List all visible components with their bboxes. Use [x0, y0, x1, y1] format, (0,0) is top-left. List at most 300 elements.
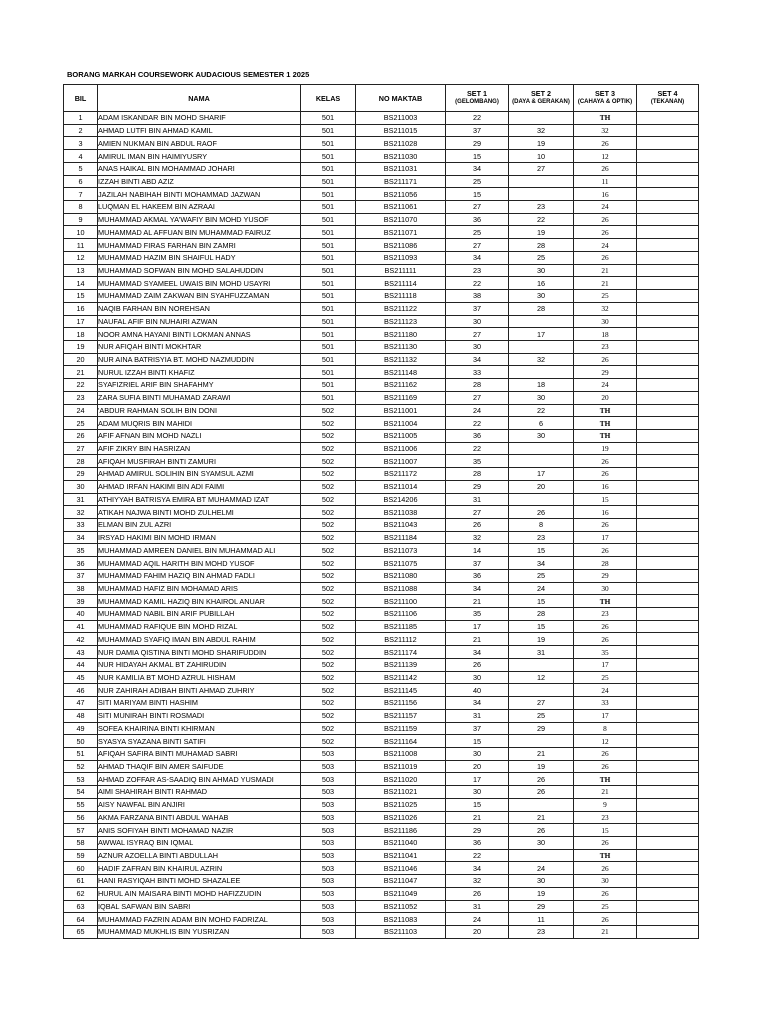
cell-set2: 12: [509, 671, 574, 684]
cell-set3: 28: [574, 557, 637, 570]
table-row: [64, 760, 699, 773]
header-row: [64, 85, 699, 112]
cell-no-maktab: BS211049: [356, 887, 446, 900]
cell-bil: 24: [64, 404, 98, 417]
cell-set4: [637, 417, 699, 430]
cell-kelas: 501: [301, 201, 356, 214]
cell-kelas: 501: [301, 353, 356, 366]
cell-set3: 16: [574, 480, 637, 493]
cell-bil: 47: [64, 697, 98, 710]
cell-nama: MUHAMMAD HAFIZ BIN MOHAMAD ARIS: [98, 582, 301, 595]
table-row: [64, 137, 699, 150]
cell-set2: 15: [509, 620, 574, 633]
cell-set2: 27: [509, 697, 574, 710]
cell-set2: 25: [509, 709, 574, 722]
cell-nama: AZNUR AZOELLA BINTI ABDULLAH: [98, 849, 301, 862]
cell-nama: NAQIB FARHAN BIN NOREHSAN: [98, 302, 301, 315]
table-row: [64, 353, 699, 366]
cell-set4: [637, 150, 699, 163]
cell-kelas: 501: [301, 226, 356, 239]
marks-table: [63, 84, 699, 939]
cell-bil: 54: [64, 786, 98, 799]
cell-set4: [637, 824, 699, 837]
cell-bil: 22: [64, 379, 98, 392]
cell-set3: 20: [574, 391, 637, 404]
cell-kelas: 501: [301, 328, 356, 341]
cell-kelas: 503: [301, 760, 356, 773]
cell-set1: 20: [446, 760, 509, 773]
cell-nama: MUHAMMAD FIRAS FARHAN BIN ZAMRI: [98, 239, 301, 252]
cell-set4: [637, 913, 699, 926]
cell-set2: 28: [509, 302, 574, 315]
cell-no-maktab: BS211004: [356, 417, 446, 430]
cell-no-maktab: BS211118: [356, 290, 446, 303]
header-no-maktab: NO MAKTAB: [356, 85, 446, 112]
table-row: [64, 340, 699, 353]
cell-nama: AFIQAH MUSFIRAH BINTI ZAMURI: [98, 455, 301, 468]
cell-kelas: 502: [301, 646, 356, 659]
cell-bil: 35: [64, 544, 98, 557]
cell-no-maktab: BS211008: [356, 747, 446, 760]
cell-set3: 26: [574, 468, 637, 481]
table-row: [64, 569, 699, 582]
cell-set4: [637, 175, 699, 188]
cell-nama: ADAM MUQRIS BIN MAHIDI: [98, 417, 301, 430]
cell-no-maktab: BS211088: [356, 582, 446, 595]
table-row: [64, 251, 699, 264]
table-row: [64, 646, 699, 659]
cell-set1: 29: [446, 137, 509, 150]
cell-set4: [637, 506, 699, 519]
cell-set3: 23: [574, 811, 637, 824]
cell-no-maktab: BS214206: [356, 493, 446, 506]
cell-kelas: 503: [301, 836, 356, 849]
cell-set3: 26: [574, 747, 637, 760]
cell-bil: 5: [64, 162, 98, 175]
cell-set1: 28: [446, 468, 509, 481]
cell-set3: 26: [574, 913, 637, 926]
table-row: [64, 582, 699, 595]
cell-set2: 22: [509, 404, 574, 417]
cell-kelas: 502: [301, 697, 356, 710]
cell-kelas: 502: [301, 429, 356, 442]
table-row: [64, 124, 699, 137]
cell-bil: 41: [64, 620, 98, 633]
cell-nama: SOFEA KHAIRINA BINTI KHIRMAN: [98, 722, 301, 735]
cell-set4: [637, 836, 699, 849]
cell-set1: 37: [446, 302, 509, 315]
cell-bil: 25: [64, 417, 98, 430]
cell-no-maktab: BS211043: [356, 519, 446, 532]
cell-bil: 20: [64, 353, 98, 366]
cell-kelas: 502: [301, 557, 356, 570]
cell-set4: [637, 277, 699, 290]
cell-set4: [637, 353, 699, 366]
cell-no-maktab: BS211114: [356, 277, 446, 290]
cell-kelas: 502: [301, 417, 356, 430]
cell-kelas: 502: [301, 709, 356, 722]
cell-kelas: 503: [301, 875, 356, 888]
cell-kelas: 502: [301, 468, 356, 481]
cell-bil: 4: [64, 150, 98, 163]
cell-bil: 8: [64, 201, 98, 214]
cell-nama: JAZILAH NABIHAH BINTI MOHAMMAD JAZWAN: [98, 188, 301, 201]
cell-set2: 32: [509, 124, 574, 137]
cell-bil: 29: [64, 468, 98, 481]
cell-bil: 10: [64, 226, 98, 239]
cell-set3: 26: [574, 137, 637, 150]
cell-nama: MUHAMMAD SOFWAN BIN MOHD SALAHUDDIN: [98, 264, 301, 277]
cell-kelas: 503: [301, 862, 356, 875]
cell-set1: 27: [446, 391, 509, 404]
cell-no-maktab: BS211103: [356, 926, 446, 939]
cell-set4: [637, 849, 699, 862]
cell-kelas: 502: [301, 569, 356, 582]
cell-no-maktab: BS211159: [356, 722, 446, 735]
cell-set4: [637, 608, 699, 621]
cell-kelas: 502: [301, 404, 356, 417]
cell-set3: 26: [574, 455, 637, 468]
cell-nama: AKMA FARZANA BINTI ABDUL WAHAB: [98, 811, 301, 824]
cell-set1: 22: [446, 277, 509, 290]
cell-bil: 7: [64, 188, 98, 201]
cell-set3: 11: [574, 175, 637, 188]
cell-set1: 17: [446, 620, 509, 633]
cell-set3: 29: [574, 366, 637, 379]
cell-bil: 43: [64, 646, 98, 659]
cell-set2: [509, 658, 574, 671]
cell-kelas: 503: [301, 824, 356, 837]
cell-no-maktab: BS211145: [356, 684, 446, 697]
header-set4-sub: (TEKANAN): [650, 99, 685, 105]
cell-set1: 30: [446, 786, 509, 799]
cell-no-maktab: BS211046: [356, 862, 446, 875]
cell-bil: 49: [64, 722, 98, 735]
cell-bil: 50: [64, 735, 98, 748]
cell-set2: 8: [509, 519, 574, 532]
cell-kelas: 502: [301, 633, 356, 646]
table-row: [64, 290, 699, 303]
cell-kelas: 501: [301, 175, 356, 188]
cell-set3: 24: [574, 379, 637, 392]
header-set4: [637, 85, 699, 112]
cell-nama: SITI MARIYAM BINTI HASHIM: [98, 697, 301, 710]
cell-kelas: 501: [301, 340, 356, 353]
cell-no-maktab: BS211169: [356, 391, 446, 404]
cell-set2: 19: [509, 137, 574, 150]
cell-set4: [637, 404, 699, 417]
cell-bil: 53: [64, 773, 98, 786]
cell-nama: AFIF AFNAN BIN MOHD NAZLI: [98, 429, 301, 442]
cell-set1: 31: [446, 709, 509, 722]
cell-kelas: 502: [301, 519, 356, 532]
cell-set3: TH: [574, 112, 637, 125]
cell-no-maktab: BS211038: [356, 506, 446, 519]
cell-bil: 33: [64, 519, 98, 532]
table-row: [64, 315, 699, 328]
cell-set1: 34: [446, 251, 509, 264]
cell-no-maktab: BS211130: [356, 340, 446, 353]
table-row: [64, 557, 699, 570]
cell-set3: 35: [574, 646, 637, 659]
cell-kelas: 501: [301, 188, 356, 201]
cell-set4: [637, 557, 699, 570]
cell-bil: 40: [64, 608, 98, 621]
cell-bil: 27: [64, 442, 98, 455]
cell-set1: 38: [446, 290, 509, 303]
cell-bil: 28: [64, 455, 98, 468]
cell-nama: SYAFIZRIEL ARIF BIN SHAFAHMY: [98, 379, 301, 392]
cell-set2: [509, 493, 574, 506]
cell-kelas: 502: [301, 722, 356, 735]
cell-nama: MUHAMMAD FAHIM HAZIQ BIN AHMAD FADLI: [98, 569, 301, 582]
cell-kelas: 503: [301, 887, 356, 900]
cell-bil: 56: [64, 811, 98, 824]
table-row: [64, 455, 699, 468]
cell-set4: [637, 697, 699, 710]
header-set1-sub: (GELOMBANG): [455, 99, 499, 105]
cell-bil: 61: [64, 875, 98, 888]
cell-set1: 34: [446, 646, 509, 659]
cell-no-maktab: BS211100: [356, 595, 446, 608]
cell-nama: MUHAMMAD KAMIL HAZIQ BIN KHAIROL ANUAR: [98, 595, 301, 608]
cell-set1: 22: [446, 442, 509, 455]
cell-kelas: 502: [301, 442, 356, 455]
cell-nama: MUHAMMAD HAZIM BIN SHAIFUL HADY: [98, 251, 301, 264]
table-row: [64, 862, 699, 875]
cell-kelas: 503: [301, 747, 356, 760]
cell-set1: 34: [446, 582, 509, 595]
cell-no-maktab: BS211106: [356, 608, 446, 621]
cell-set4: [637, 658, 699, 671]
cell-set3: 26: [574, 620, 637, 633]
cell-set3: 16: [574, 506, 637, 519]
table-row: [64, 735, 699, 748]
cell-set2: 16: [509, 277, 574, 290]
cell-set4: [637, 875, 699, 888]
cell-set4: [637, 735, 699, 748]
cell-set3: 8: [574, 722, 637, 735]
cell-nama: AHMAD THAQIF BIN AMER SAIFUDE: [98, 760, 301, 773]
cell-set2: 30: [509, 391, 574, 404]
header-set3: [574, 85, 637, 112]
cell-set4: [637, 582, 699, 595]
cell-set4: [637, 722, 699, 735]
cell-no-maktab: BS211171: [356, 175, 446, 188]
cell-set1: 36: [446, 429, 509, 442]
cell-bil: 59: [64, 849, 98, 862]
cell-bil: 39: [64, 595, 98, 608]
table-row: [64, 747, 699, 760]
table-row: [64, 620, 699, 633]
cell-set4: [637, 366, 699, 379]
cell-kelas: 501: [301, 251, 356, 264]
cell-set2: 30: [509, 429, 574, 442]
cell-nama: AFIF ZIKRY BIN HASRIZAN: [98, 442, 301, 455]
cell-kelas: 502: [301, 620, 356, 633]
table-row: [64, 277, 699, 290]
cell-set4: [637, 112, 699, 125]
cell-no-maktab: BS211112: [356, 633, 446, 646]
cell-set2: 28: [509, 608, 574, 621]
table-row: [64, 811, 699, 824]
cell-set4: [637, 633, 699, 646]
cell-set3: 26: [574, 544, 637, 557]
cell-set1: 35: [446, 455, 509, 468]
cell-set2: 29: [509, 900, 574, 913]
cell-kelas: 502: [301, 735, 356, 748]
cell-kelas: 503: [301, 849, 356, 862]
cell-set4: [637, 188, 699, 201]
cell-nama: MUHAMMAD AQIL HARITH BIN MOHD YUSOF: [98, 557, 301, 570]
cell-set4: [637, 251, 699, 264]
cell-set2: [509, 684, 574, 697]
cell-set3: 24: [574, 201, 637, 214]
cell-set2: 23: [509, 531, 574, 544]
cell-nama: NOOR AMNA HAYANI BINTI LOKMAN ANNAS: [98, 328, 301, 341]
table-row: [64, 913, 699, 926]
table-row: [64, 480, 699, 493]
table-row: [64, 531, 699, 544]
cell-set3: 26: [574, 760, 637, 773]
table-row: [64, 786, 699, 799]
cell-kelas: 501: [301, 124, 356, 137]
cell-no-maktab: BS211073: [356, 544, 446, 557]
cell-nama: NURUL IZZAH BINTI KHAFIZ: [98, 366, 301, 379]
cell-set2: 23: [509, 201, 574, 214]
cell-bil: 52: [64, 760, 98, 773]
cell-set1: 29: [446, 824, 509, 837]
cell-bil: 65: [64, 926, 98, 939]
cell-set1: 24: [446, 913, 509, 926]
cell-set2: 25: [509, 251, 574, 264]
cell-set3: 26: [574, 251, 637, 264]
cell-kelas: 503: [301, 926, 356, 939]
cell-bil: 9: [64, 213, 98, 226]
cell-set1: 21: [446, 595, 509, 608]
cell-set4: [637, 226, 699, 239]
cell-set2: 18: [509, 379, 574, 392]
cell-no-maktab: BS211156: [356, 697, 446, 710]
cell-no-maktab: BS211052: [356, 900, 446, 913]
cell-bil: 18: [64, 328, 98, 341]
table-row: [64, 709, 699, 722]
cell-no-maktab: BS211007: [356, 455, 446, 468]
cell-no-maktab: BS211003: [356, 112, 446, 125]
table-row: [64, 239, 699, 252]
cell-set1: 35: [446, 608, 509, 621]
cell-set1: 34: [446, 862, 509, 875]
cell-no-maktab: BS211041: [356, 849, 446, 862]
cell-set2: 25: [509, 569, 574, 582]
cell-nama: NUR AINA BATRISYIA BT. MOHD NAZMUDDIN: [98, 353, 301, 366]
cell-no-maktab: BS211086: [356, 239, 446, 252]
cell-set1: 15: [446, 735, 509, 748]
cell-bil: 42: [64, 633, 98, 646]
cell-no-maktab: BS211093: [356, 251, 446, 264]
cell-set2: 10: [509, 150, 574, 163]
cell-no-maktab: BS211001: [356, 404, 446, 417]
cell-nama: MUHAMMAD AL AFFUAN BIN MUHAMMAD FAIRUZ: [98, 226, 301, 239]
cell-nama: HURUL AIN MAISARA BINTI MOHD HAFIZZUDIN: [98, 887, 301, 900]
cell-nama: AHMAD LUTFI BIN AHMAD KAMIL: [98, 124, 301, 137]
cell-kelas: 502: [301, 582, 356, 595]
cell-set2: 28: [509, 239, 574, 252]
cell-no-maktab: BS211083: [356, 913, 446, 926]
cell-no-maktab: BS211075: [356, 557, 446, 570]
cell-set4: [637, 124, 699, 137]
cell-set3: TH: [574, 595, 637, 608]
cell-kelas: 503: [301, 786, 356, 799]
cell-set1: 30: [446, 315, 509, 328]
cell-set1: 36: [446, 569, 509, 582]
cell-set4: [637, 671, 699, 684]
cell-kelas: 502: [301, 595, 356, 608]
cell-set4: [637, 595, 699, 608]
cell-set4: [637, 760, 699, 773]
cell-set2: [509, 340, 574, 353]
cell-set3: 19: [574, 442, 637, 455]
cell-kelas: 501: [301, 239, 356, 252]
cell-set3: 21: [574, 786, 637, 799]
cell-bil: 60: [64, 862, 98, 875]
cell-kelas: 501: [301, 379, 356, 392]
cell-set3: 16: [574, 188, 637, 201]
cell-set2: 34: [509, 557, 574, 570]
table-row: [64, 302, 699, 315]
cell-no-maktab: BS211028: [356, 137, 446, 150]
table-row: [64, 608, 699, 621]
cell-nama: ANIS SOFIYAH BINTI MOHAMAD NAZIR: [98, 824, 301, 837]
cell-set4: [637, 162, 699, 175]
cell-nama: IQBAL SAFWAN BIN SABRI: [98, 900, 301, 913]
cell-set1: 30: [446, 671, 509, 684]
cell-nama: MUHAMMAD ZAIM ZAKWAN BIN SYAHFUZZAMAN: [98, 290, 301, 303]
cell-kelas: 502: [301, 455, 356, 468]
table-row: [64, 162, 699, 175]
table-row: [64, 366, 699, 379]
cell-no-maktab: BS211164: [356, 735, 446, 748]
cell-set2: 19: [509, 226, 574, 239]
cell-set4: [637, 239, 699, 252]
cell-set1: 30: [446, 747, 509, 760]
cell-set2: 24: [509, 862, 574, 875]
table-row: [64, 175, 699, 188]
cell-set3: TH: [574, 417, 637, 430]
cell-kelas: 503: [301, 913, 356, 926]
cell-set1: 26: [446, 519, 509, 532]
cell-nama: AIMI SHAHIRAH BINTI RAHMAD: [98, 786, 301, 799]
cell-set2: [509, 366, 574, 379]
cell-bil: 37: [64, 569, 98, 582]
cell-kelas: 502: [301, 608, 356, 621]
cell-set3: 32: [574, 124, 637, 137]
table-row: [64, 328, 699, 341]
cell-kelas: 501: [301, 315, 356, 328]
header-set1: [446, 85, 509, 112]
cell-set3: 21: [574, 277, 637, 290]
table-body: [64, 112, 699, 939]
cell-bil: 12: [64, 251, 98, 264]
cell-set4: [637, 480, 699, 493]
table-row: [64, 849, 699, 862]
cell-set3: 30: [574, 582, 637, 595]
cell-set1: 37: [446, 722, 509, 735]
cell-no-maktab: BS211040: [356, 836, 446, 849]
cell-bil: 63: [64, 900, 98, 913]
cell-set2: 24: [509, 582, 574, 595]
cell-set2: [509, 455, 574, 468]
